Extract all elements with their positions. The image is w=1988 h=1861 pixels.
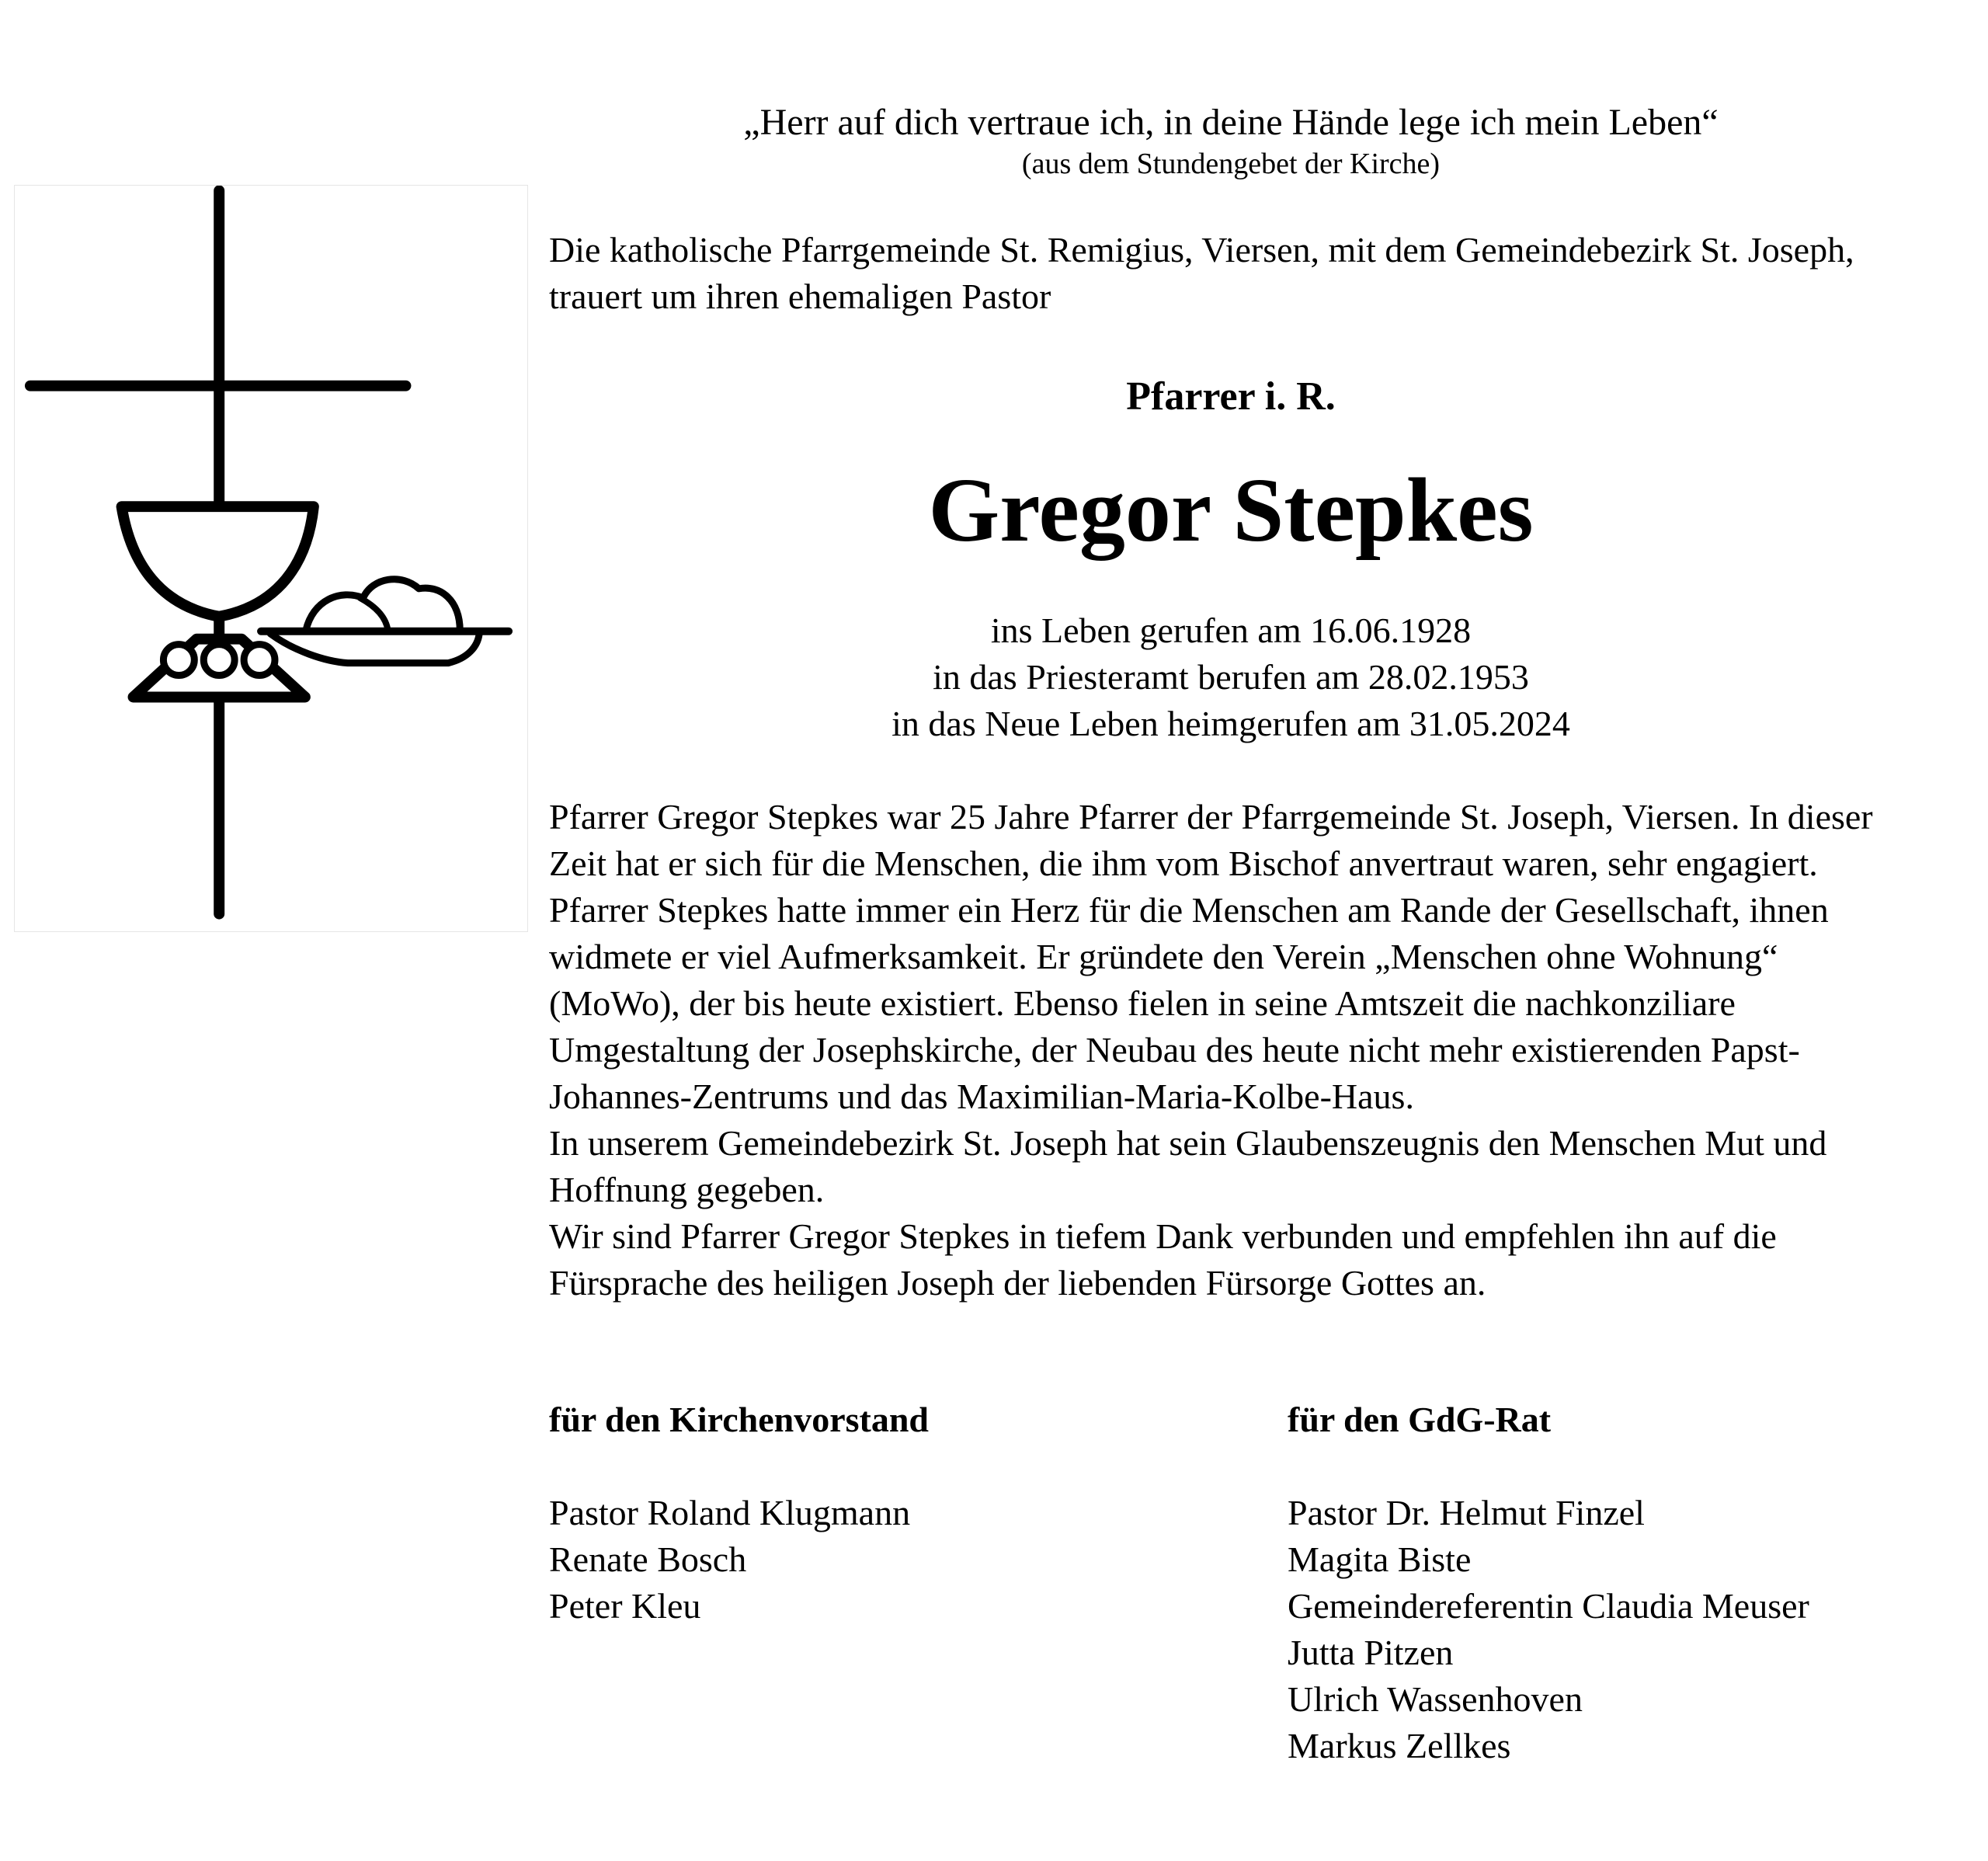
- deceased-name: Gregor Stepkes: [928, 459, 1534, 561]
- opening-quote: „Herr auf dich vertraue ich, in deine Hände lege ich mein Leben“: [743, 102, 1719, 143]
- signature-name: Gemeindereferentin Claudia Meuser: [1288, 1586, 1809, 1626]
- signature-name: Magita Biste: [1288, 1539, 1472, 1579]
- intro-text: Die katholische Pfarrgemeinde St. Remigius, Viersen, mit dem Gemeindebezirk St. Joseph, trauert um ihren ehemaligen Pastor: [549, 230, 1854, 316]
- body-paragraph: In unserem Gemeindebezirk St. Joseph hat sein Glaubenszeugnis den Menschen Mut und Hoffnung gegeben.: [549, 1123, 1827, 1209]
- deceased-rank: Pfarrer i. R.: [1126, 374, 1336, 419]
- signature-name: Markus Zellkes: [1288, 1726, 1511, 1765]
- signature-names: [1288, 1490, 1955, 1769]
- signature-heading: für den Kirchenvorstand: [549, 1400, 930, 1439]
- signature-name: Ulrich Wassenhoven: [1288, 1679, 1583, 1719]
- signature-name: Pastor Roland Klugmann: [549, 1493, 911, 1532]
- signatures-gdg-council: [1288, 1397, 1955, 1769]
- signature-names: [549, 1490, 1248, 1630]
- cross-chalice-symbol: [14, 185, 528, 932]
- signature-heading: für den GdG-Rat: [1288, 1400, 1552, 1439]
- body-paragraph: Wir sind Pfarrer Gregor Stepkes in tiefem Dank verbunden und empfehlen ihn auf die Fürsprache des heiligen Joseph der liebenden Fürsorge Gottes an.: [549, 1216, 1777, 1303]
- quote-source: (aus dem Stundengebet der Kirche): [1021, 148, 1441, 180]
- signature-name: Pastor Dr. Helmut Finzel: [1288, 1493, 1645, 1532]
- death-date-line: in das Neue Leben heimgerufen am 31.05.2024: [891, 704, 1570, 743]
- life-dates: [547, 607, 1914, 747]
- obituary-body: [549, 794, 1916, 1306]
- signature-name: Jutta Pitzen: [1288, 1633, 1454, 1672]
- signatures-church-board: [549, 1397, 1248, 1630]
- signature-name: Peter Kleu: [549, 1586, 701, 1626]
- birth-date-line: ins Leben gerufen am 16.06.1928: [990, 610, 1472, 650]
- signature-name: Renate Bosch: [549, 1539, 747, 1579]
- body-paragraph: Pfarrer Gregor Stepkes war 25 Jahre Pfarrer der Pfarrgemeinde St. Joseph, Viersen. In dieser Zeit hat er sich für die Menschen, die ihm vom Bischof anvertraut waren, sehr engagiert. Pfarrer Stepkes hatte immer ein Herz für die Menschen am Rande der Gesellschaft, ihnen widmete er viel Aufmerksamkeit. Er gründete den Verein „Menschen ohne Wohnung“ (MoWo), der bis heute existiert. Ebenso fielen in seine Amtszeit die nachkonziliare Umgestaltung der Josephskirche, der Neubau des heute nicht mehr existierenden Papst-Johannes-Zentrums und das Maximilian-Maria-Kolbe-Haus.: [549, 797, 1873, 1116]
- cross-chalice-bread-icon: [15, 186, 527, 931]
- ordination-date-line: in das Priesteramt berufen am 28.02.1953: [933, 657, 1529, 697]
